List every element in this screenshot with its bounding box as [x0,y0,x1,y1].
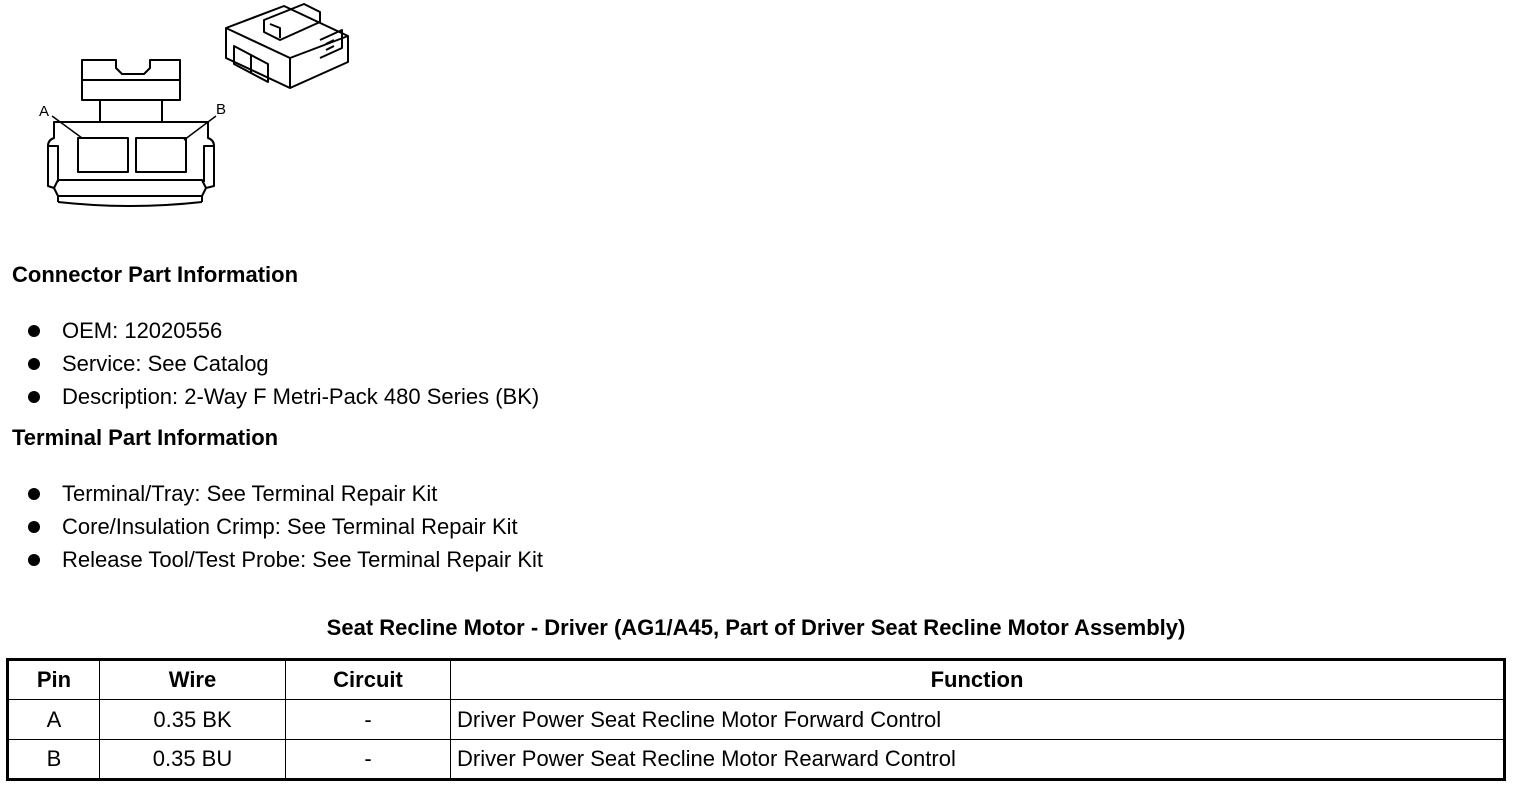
list-item [28,543,543,576]
terminal-info-crimp: Core/Insulation Crimp: See Terminal Repair Kit [62,513,518,539]
bullet-icon [28,488,40,500]
pin-table-caption: Seat Recline Motor - Driver (AG1/A45, Part of Driver Seat Recline Motor Assembly) [326,615,1186,640]
connector-info-oem: OEM: 12020556 [62,317,223,343]
bullet-icon [28,521,40,533]
cavity-b [136,138,186,172]
bullet-icon [28,391,40,403]
connector-face-view [48,60,216,206]
cell-wire: 0.35 BK [100,700,286,740]
cell-circuit: - [286,740,451,780]
list-item [28,380,539,413]
table-row [8,740,1505,780]
connector-info-description: Description: 2-Way F Metri-Pack 480 Series (BK) [62,383,540,409]
bullet-icon [28,358,40,370]
list-item [28,477,543,510]
connector-illustration [30,0,370,215]
pin-b-callout: B [216,101,227,118]
cavity-a [78,138,128,172]
connector-info-list [28,314,539,413]
connector-info-service: Service: See Catalog [62,350,269,376]
cell-wire: 0.35 BU [100,740,286,780]
cell-function: Driver Power Seat Recline Motor Rearward Control [451,740,1505,780]
terminal-info-heading: Terminal Part Information [12,425,279,450]
pin-a-callout: A [39,103,50,120]
terminal-info-release-tool: Release Tool/Test Probe: See Terminal Repair Kit [62,546,543,572]
pin-table [6,658,1506,781]
table-header-row [8,660,1505,700]
cell-circuit: - [286,700,451,740]
bullet-icon [28,325,40,337]
header-circuit: Circuit [286,660,451,700]
header-function: Function [451,660,1505,700]
cell-pin: A [8,700,100,740]
header-pin: Pin [8,660,100,700]
list-item [28,347,539,380]
list-item [28,510,543,543]
terminal-info-list [28,477,543,576]
header-wire: Wire [100,660,286,700]
cell-pin: B [8,740,100,780]
connector-info-heading: Connector Part Information [12,262,299,287]
bullet-icon [28,554,40,566]
connector-isometric-view [226,4,348,88]
list-item [28,314,539,347]
cell-function: Driver Power Seat Recline Motor Forward Control [451,700,1505,740]
terminal-info-tray: Terminal/Tray: See Terminal Repair Kit [62,480,438,506]
table-row [8,700,1505,740]
